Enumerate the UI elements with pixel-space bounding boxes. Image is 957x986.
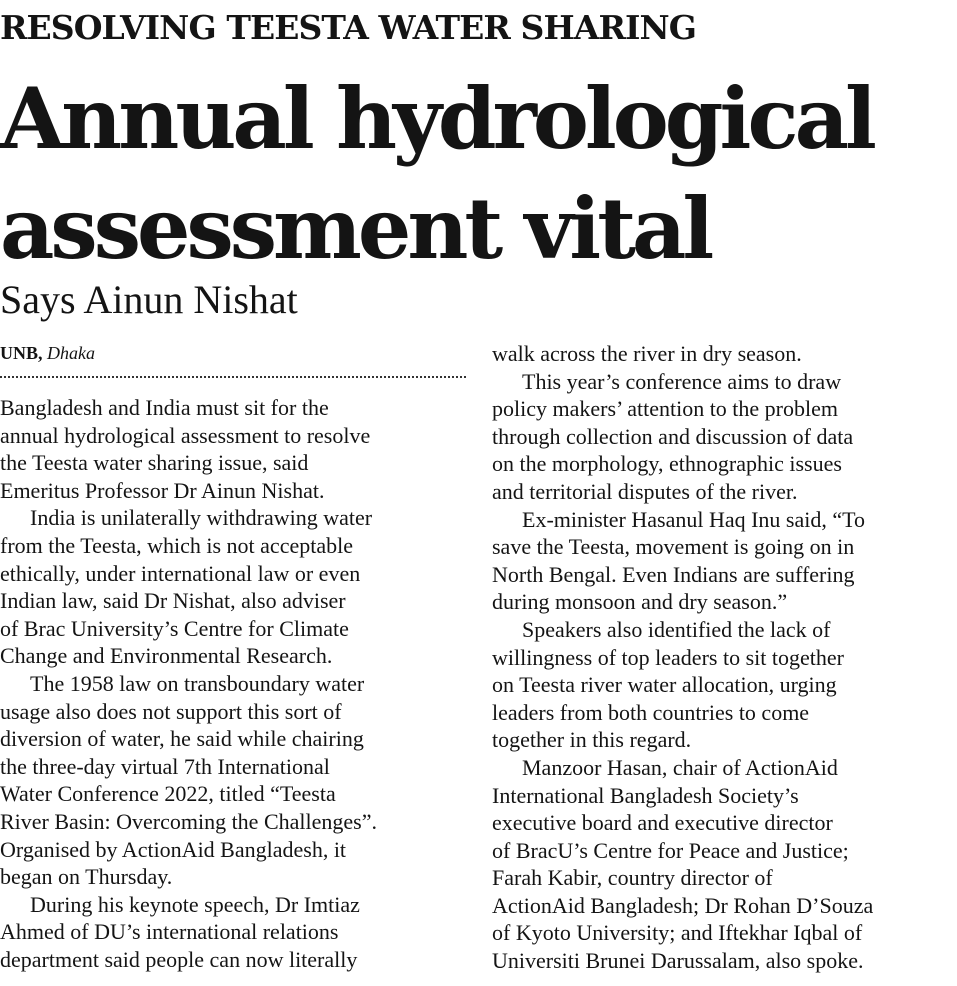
paragraph: [492, 754, 957, 975]
text-line: Bangladesh and India must sit for the: [0, 395, 329, 420]
text-line: willingness of top leaders to sit together: [492, 644, 844, 670]
headline: [0, 64, 957, 284]
text-line: and territorial disputes of the river.: [492, 478, 798, 504]
text-line: of BracU’s Centre for Peace and Justice;: [492, 837, 849, 863]
text-line: Ex-minister Hasanul Haq Inu said, “To: [522, 506, 866, 532]
text-line: India is unilaterally withdrawing water: [30, 505, 373, 531]
text-line: the Teesta water sharing issue, said: [0, 450, 309, 476]
text-line: department said people can now literally: [0, 946, 358, 972]
paragraph: [492, 368, 957, 506]
kicker: RESOLVING TEESTA WATER SHARING: [0, 8, 697, 47]
text-line: Change and Environmental Research.: [0, 643, 333, 669]
text-line: Organised by ActionAid Bangladesh, it: [0, 836, 347, 862]
text-line: River Basin: Overcoming the Challenges”.: [0, 808, 377, 834]
text-line: During his keynote speech, Dr Imtiaz: [30, 891, 360, 917]
paragraph: [492, 616, 957, 754]
text-line: Farah Kabir, country director of: [492, 865, 773, 891]
paragraph: [492, 340, 957, 368]
paragraph: [0, 670, 470, 891]
dotted-divider: [0, 376, 466, 378]
text-line: International Bangladesh Society’s: [492, 782, 799, 808]
subhead: Says Ainun Nishat: [0, 277, 298, 322]
text-line: through collection and discussion of data: [492, 423, 854, 449]
right-column: [492, 340, 957, 975]
byline-agency: UNB,: [0, 343, 43, 363]
headline-line: Annual hydrological: [0, 69, 873, 168]
text-line: on Teesta river water allocation, urging: [492, 672, 837, 698]
text-line: during monsoon and dry season.”: [492, 589, 788, 615]
text-line: leaders from both countries to come: [492, 699, 810, 725]
text-line: This year’s conference aims to draw: [522, 368, 842, 394]
byline-place: Dhaka: [47, 343, 96, 363]
text-line: usage also does not support this sort of: [0, 698, 342, 724]
text-line: annual hydrological assessment to resolve: [0, 422, 371, 448]
byline: [0, 342, 95, 364]
text-line: Manzoor Hasan, chair of ActionAid: [522, 754, 838, 780]
text-line: of Brac University’s Centre for Climate: [0, 615, 349, 641]
text-line: Ahmed of DU’s international relations: [0, 919, 339, 945]
text-line: together in this regard.: [492, 727, 692, 753]
text-line: the three-day virtual 7th International: [0, 753, 330, 779]
text-line: Universiti Brunei Darussalam, also spoke.: [492, 948, 864, 974]
text-line: walk across the river in dry season.: [492, 341, 802, 366]
text-line: from the Teesta, which is not acceptable: [0, 532, 353, 558]
text-line: began on Thursday.: [0, 864, 173, 890]
text-line: North Bengal. Even Indians are suffering: [492, 561, 855, 587]
text-line: save the Teesta, movement is going on in: [492, 534, 855, 560]
text-line: ethically, under international law or even: [0, 560, 361, 586]
text-line: The 1958 law on transboundary water: [30, 670, 365, 696]
text-line: ActionAid Bangladesh; Dr Rohan D’Souza: [492, 892, 874, 918]
text-line: executive board and executive director: [492, 810, 833, 836]
text-line: policy makers’ attention to the problem: [492, 396, 838, 422]
text-line: on the morphology, ethnographic issues: [492, 451, 842, 477]
text-line: Speakers also identified the lack of: [522, 616, 831, 642]
paragraph: [0, 394, 470, 504]
paragraph: [492, 506, 957, 616]
headline-line: assessment vital: [0, 179, 711, 278]
paragraph: [0, 504, 470, 670]
text-line: Indian law, said Dr Nishat, also adviser: [0, 588, 346, 614]
left-column: [0, 394, 470, 973]
text-line: Emeritus Professor Dr Ainun Nishat.: [0, 477, 325, 503]
text-line: diversion of water, he said while chairing: [0, 726, 364, 752]
text-line: Water Conference 2022, titled “Teesta: [0, 781, 336, 807]
text-line: of Kyoto University; and Iftekhar Iqbal of: [492, 920, 863, 946]
paragraph: [0, 891, 470, 974]
